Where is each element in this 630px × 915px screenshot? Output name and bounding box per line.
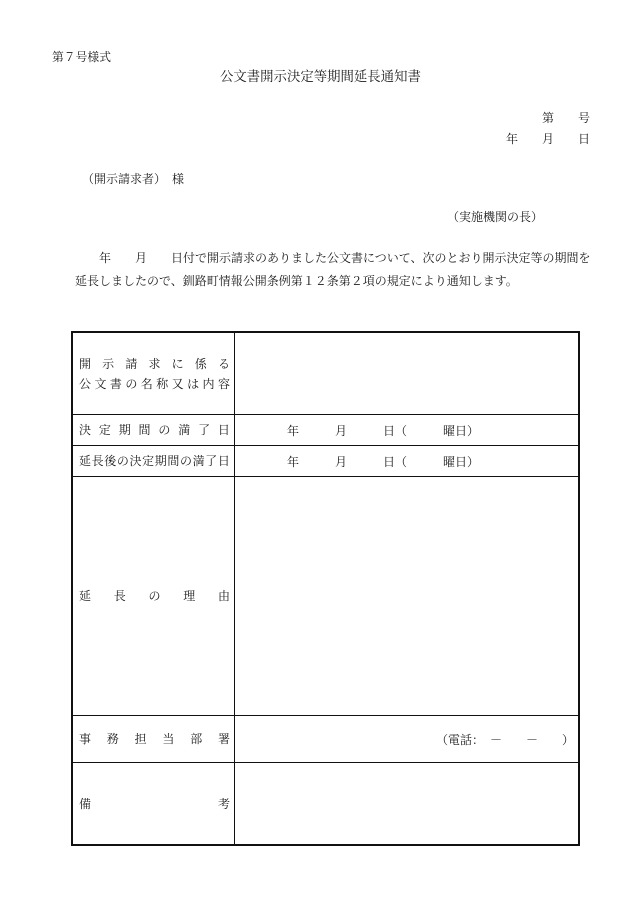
document-number: 第 号 [541,111,590,125]
label-char: 備 [79,796,92,811]
label-char: 書 [109,376,122,391]
label-char: 内 [202,376,215,391]
label-char: 日 [217,454,230,468]
label-char: 示 [102,356,115,371]
label-char: 期 [118,423,131,437]
label-char: 容 [217,376,230,391]
value-decision-deadline [235,415,578,446]
label-line [79,451,230,471]
sender: （実施機関の長） [447,210,544,224]
label-char: 延 [79,589,92,603]
label-char: 決 [79,423,92,437]
value-document-name [235,333,578,415]
label-line [79,420,230,440]
body-text-line-1: 年 月 日付で開示請求のありました公文書について、次のとおり開示決定等の期間を [75,251,591,265]
label-char: 称 [156,376,169,391]
label-char: 定 [98,423,111,437]
label-char: 間 [138,423,151,437]
label-char: 部 [190,732,203,746]
label-char: 事 [79,732,92,746]
label-char: 名 [140,376,153,391]
label-line [79,586,230,606]
label-char: 満 [178,423,191,437]
label-line [79,794,230,814]
label-char: は [187,376,200,391]
label-char: 開 [79,356,92,371]
label-document-name [73,333,235,415]
label-char: 長 [91,454,104,468]
label-char: 又 [171,376,184,391]
label-extension-reason [73,477,235,716]
label-char: 由 [217,589,230,603]
label-char: 係 [194,356,207,371]
label-responsible-department [73,716,235,763]
label-extended-deadline [73,446,235,477]
document-title: 公文書開示決定等期間延長通知書 [220,69,421,84]
label-char: 理 [183,589,196,603]
value-extended-deadline [235,446,578,477]
label-char: 務 [106,732,119,746]
label-char: る [217,356,230,371]
label-remarks [73,763,235,844]
label-char: の [158,423,171,437]
label-decision-deadline [73,415,235,446]
label-line [79,354,230,374]
label-char: 考 [217,796,230,811]
value-extension-reason [235,477,578,716]
label-char: の [116,454,129,468]
label-char: 期 [154,454,167,468]
label-char: の [125,376,138,391]
label-char: 後 [104,454,117,468]
date-template: 年 月 日（ 曜日） [287,423,480,438]
label-char: 文 [94,376,107,391]
document-date: 年 月 日 [505,132,590,146]
label-char: 定 [142,454,155,468]
date-template: 年 月 日（ 曜日） [287,454,480,469]
label-char: 決 [129,454,142,468]
label-char: 了 [198,423,211,437]
label-char: 署 [217,732,230,746]
label-line [79,374,230,394]
phone-template: （電話： － － ） [435,732,574,747]
body-text-line-2: 延長しましたので、釧路町情報公開条例第１２条第２項の規定により通知します。 [75,274,518,288]
label-char: 当 [162,732,175,746]
label-char: 求 [148,356,161,371]
value-responsible-department [235,716,578,763]
extension-details-table [71,331,580,846]
label-char: 間 [167,454,180,468]
label-char: に [171,356,184,371]
label-char: 請 [125,356,138,371]
label-line [79,729,230,749]
recipient: （開示請求者） 様 [82,172,185,186]
label-char: 日 [217,423,230,437]
label-char: 公 [79,376,92,391]
label-char: の [180,454,193,468]
label-char: 長 [113,589,126,603]
label-char: 満 [192,454,205,468]
form-number: 第７号様式 [52,50,111,64]
label-char: 延 [79,454,92,468]
label-char: 了 [205,454,218,468]
label-char: の [148,589,161,603]
label-char: 担 [134,732,147,746]
value-remarks [235,763,578,844]
